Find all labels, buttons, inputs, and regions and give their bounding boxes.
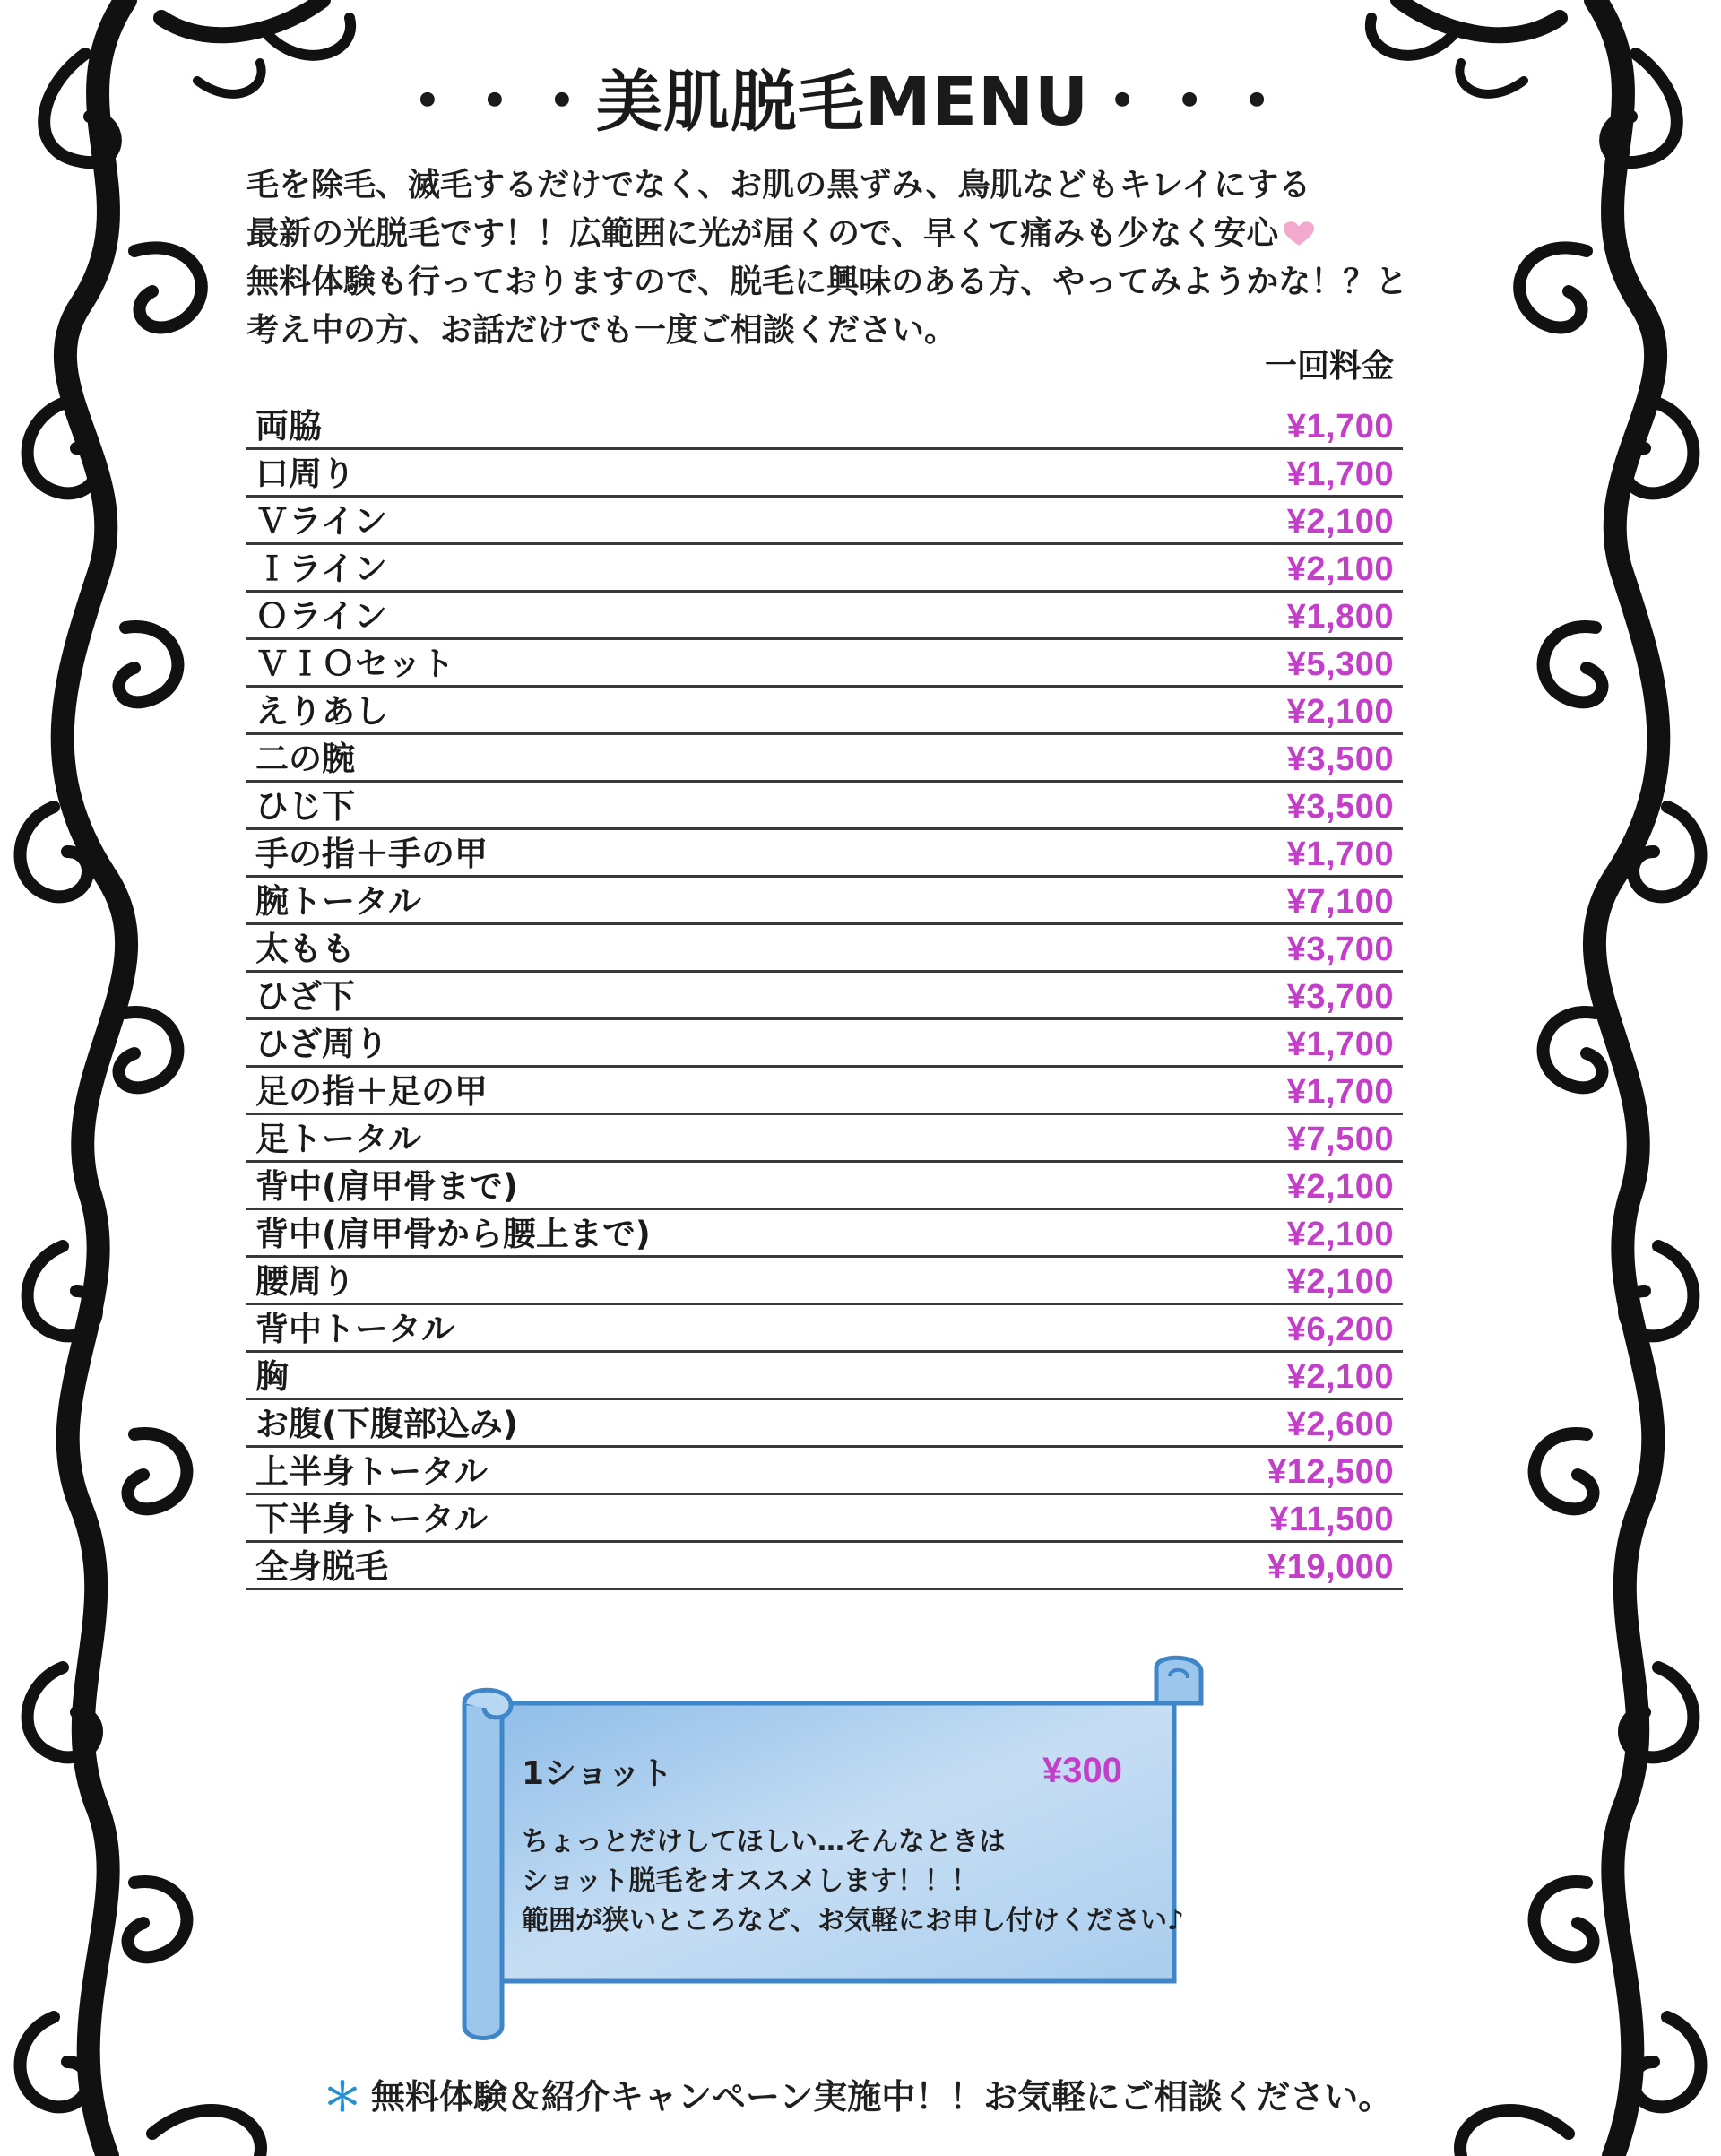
- menu-row: [246, 546, 1403, 593]
- shot-desc-line: 範囲が狭いところなど、お気軽にお申し付けください♪: [522, 1905, 1185, 1936]
- one-shot-scroll-banner: [457, 1649, 1210, 2044]
- menu-item-price: ¥2,100: [1286, 1168, 1394, 1206]
- menu-row: [246, 1496, 1403, 1543]
- menu-row: [246, 1449, 1403, 1495]
- asterisk-icon: ＊: [323, 2074, 362, 2120]
- menu-item-name: Ｉライン: [255, 550, 387, 588]
- intro-line: 毛を除毛、滅毛するだけでなく、お肌の黒ずみ、鳥肌などもキレイにする: [246, 167, 1311, 203]
- menu-price-list: [246, 403, 1403, 1591]
- menu-item-name: ひじ下: [255, 787, 355, 826]
- menu-row: [246, 688, 1403, 735]
- menu-row: [246, 1069, 1403, 1115]
- menu-item-price: ¥12,500: [1267, 1453, 1394, 1491]
- menu-item-name: えりあし: [255, 692, 388, 731]
- menu-item-name: 手の指＋手の甲: [255, 835, 488, 873]
- menu-item-price: ¥2,600: [1286, 1406, 1394, 1443]
- intro-text: [246, 161, 1483, 355]
- menu-item-price: ¥5,300: [1286, 645, 1394, 683]
- shot-title: 1ショット: [522, 1754, 673, 1792]
- menu-item-price: ¥11,500: [1269, 1501, 1394, 1538]
- menu-row: [246, 1544, 1403, 1590]
- menu-item-price: ¥2,100: [1286, 1358, 1394, 1396]
- menu-item-price: ¥1,700: [1286, 1026, 1394, 1063]
- menu-item-price: ¥1,700: [1286, 836, 1394, 873]
- page-title: ・・・美肌脱毛MENU・・・: [393, 64, 1292, 141]
- menu-item-name: Ｖライン: [255, 502, 387, 541]
- menu-item-price: ¥3,700: [1286, 931, 1394, 968]
- menu-item-price: ¥1,700: [1286, 408, 1394, 446]
- menu-item-name: 上半身トータル: [255, 1452, 488, 1491]
- menu-item-name: 二の腕: [255, 740, 355, 778]
- menu-item-name: 腰周り: [255, 1262, 355, 1301]
- shot-row: [522, 1744, 1149, 1797]
- menu-item-name: 背中(肩甲骨まで): [255, 1167, 518, 1206]
- menu-item-price: ¥3,500: [1286, 788, 1394, 826]
- menu-row: [246, 1259, 1403, 1305]
- intro-line: 最新の光脱毛です！！広範囲に光が届くので、早くて痛みも少なく安心: [246, 215, 1279, 252]
- menu-row: [246, 736, 1403, 783]
- menu-row: [246, 1116, 1403, 1163]
- menu-item-name: 足の指＋足の甲: [255, 1072, 488, 1111]
- title-row: [376, 52, 1309, 142]
- menu-item-name: お腹(下腹部込み): [255, 1405, 518, 1443]
- menu-row: [246, 1354, 1403, 1400]
- shot-desc-line: ちょっとだけしてほしい…そんなときは: [522, 1826, 1006, 1857]
- shot-description: [522, 1823, 1185, 1941]
- menu-item-name: 足トータル: [255, 1120, 421, 1158]
- menu-item-price: ¥3,700: [1286, 978, 1394, 1016]
- intro-line-with-heart: [246, 210, 1483, 258]
- menu-row: [246, 1211, 1403, 1258]
- menu-item-name: Ｏライン: [255, 597, 387, 636]
- menu-item-price: ¥1,700: [1286, 1073, 1394, 1111]
- intro-line: 無料体験も行っておりますので、脱毛に興味のある方、やってみようかな！？と: [246, 264, 1408, 300]
- menu-row: [246, 1401, 1403, 1448]
- menu-item-name: 口周り: [255, 455, 355, 493]
- menu-item-name: 胸: [255, 1357, 289, 1396]
- menu-row: [246, 784, 1403, 830]
- menu-item-name: 背中(肩甲骨から腰上まで): [255, 1215, 651, 1253]
- intro-line: 考え中の方、お話だけでも一度ご相談ください。: [246, 312, 957, 349]
- menu-item-name: ＶＩＯセット: [255, 645, 454, 683]
- price-column-header: 一回料金: [1264, 348, 1394, 385]
- menu-row: [246, 1021, 1403, 1068]
- footer-text: 無料体験＆紹介キャンペーン実施中！！お気軽にご相談ください。: [371, 2076, 1393, 2117]
- menu-item-name: ひざ下: [255, 977, 355, 1016]
- menu-item-name: 背中トータル: [255, 1310, 454, 1348]
- menu-item-name: 下半身トータル: [255, 1500, 488, 1538]
- menu-row: [246, 831, 1403, 878]
- menu-item-price: ¥1,800: [1286, 598, 1394, 636]
- menu-item-name: 全身脱毛: [255, 1547, 388, 1586]
- menu-item-price: ¥7,500: [1286, 1121, 1394, 1158]
- menu-item-name: ひざ周り: [255, 1025, 388, 1063]
- menu-item-price: ¥19,000: [1267, 1548, 1394, 1586]
- menu-item-name: 太もも: [255, 930, 355, 968]
- menu-item-price: ¥2,100: [1286, 503, 1394, 541]
- menu-item-name: 両脇: [255, 407, 322, 446]
- menu-row: [246, 926, 1403, 973]
- scroll-content: [522, 1744, 1185, 1941]
- menu-item-price: ¥7,100: [1286, 883, 1394, 921]
- shot-price: ¥300: [1042, 1750, 1122, 1790]
- menu-row: [246, 1306, 1403, 1353]
- menu-item-price: ¥3,500: [1286, 740, 1394, 778]
- menu-row: [246, 879, 1403, 925]
- menu-row: [246, 593, 1403, 640]
- menu-row: [246, 403, 1403, 450]
- menu-item-price: ¥1,700: [1286, 455, 1394, 493]
- shot-desc-line: ショット脱毛をオススメします！！！: [522, 1866, 979, 1897]
- menu-row: [246, 974, 1403, 1020]
- menu-item-price: ¥2,100: [1286, 550, 1394, 588]
- menu-row: [246, 498, 1403, 545]
- menu-item-price: ¥2,100: [1286, 1216, 1394, 1253]
- menu-item-name: 腕トータル: [255, 882, 421, 921]
- menu-item-price: ¥6,200: [1286, 1311, 1394, 1348]
- menu-row: [246, 1164, 1403, 1210]
- menu-item-price: ¥2,100: [1286, 693, 1394, 731]
- menu-item-price: ¥2,100: [1286, 1263, 1394, 1301]
- campaign-footer: [323, 2066, 1488, 2120]
- menu-row: [246, 451, 1403, 498]
- heart-icon: [1284, 221, 1314, 247]
- menu-row: [246, 641, 1403, 688]
